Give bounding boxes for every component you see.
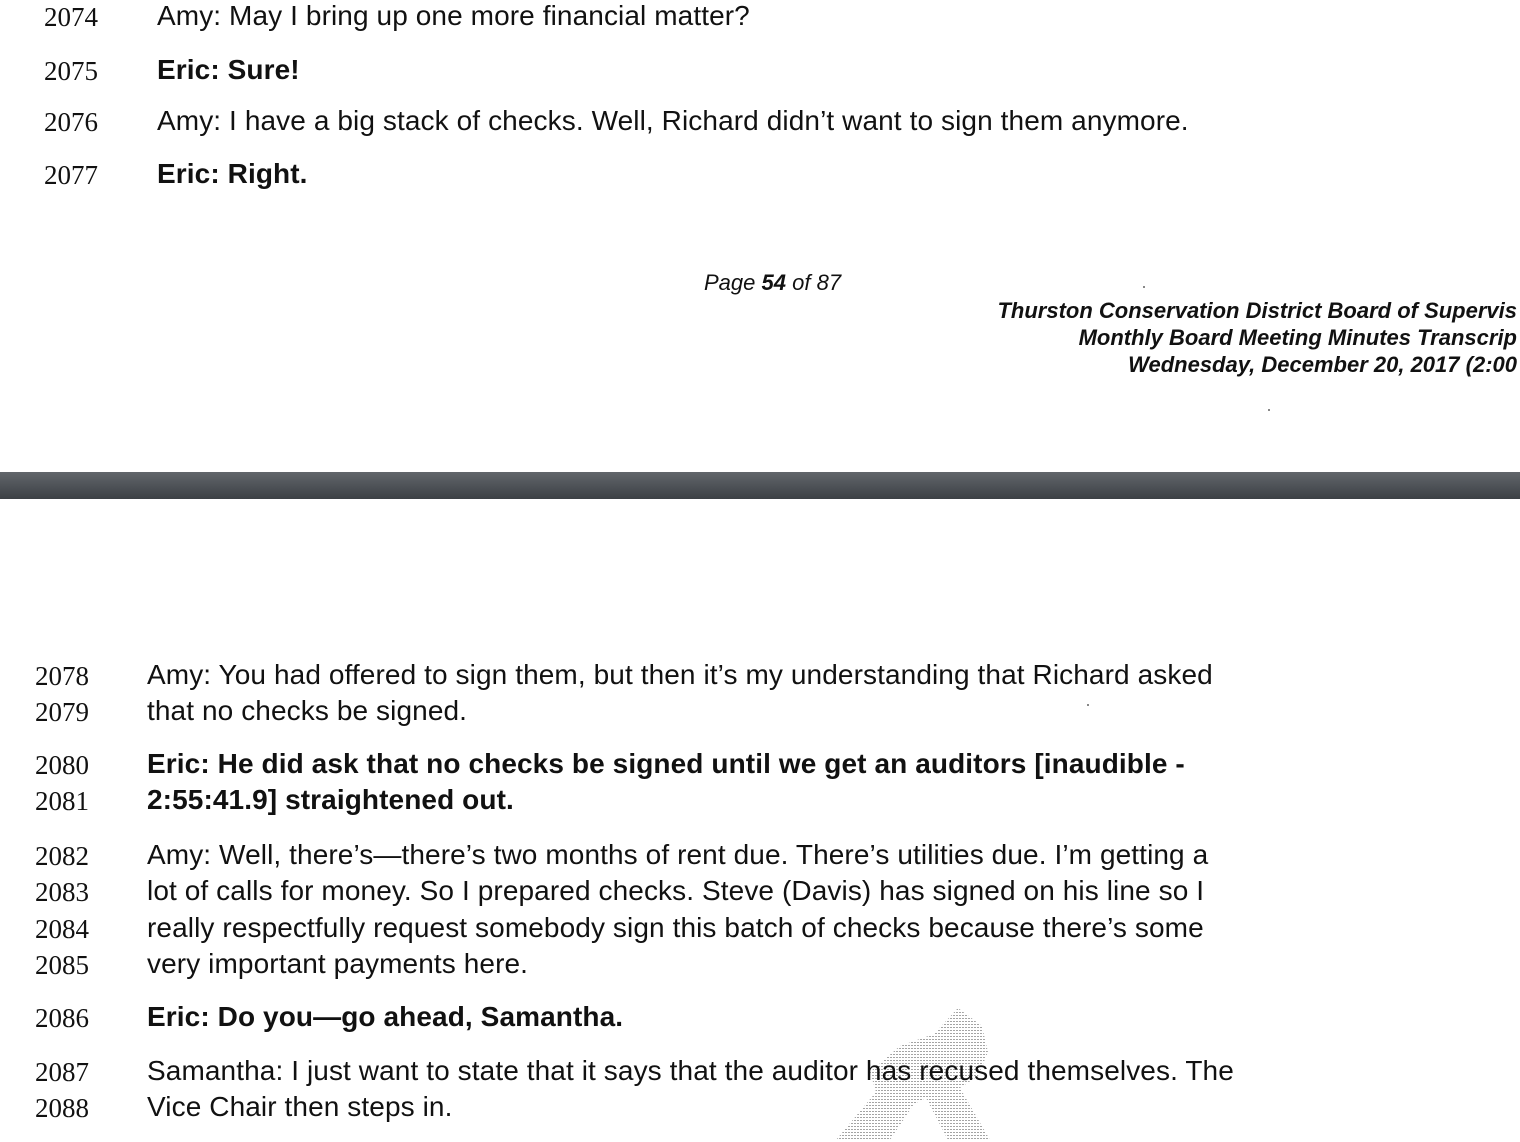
document-title-line: Monthly Board Meeting Minutes Transcrip bbox=[1078, 325, 1517, 350]
line-text: Samantha: I just want to state that it says that the auditor has recused themselves. The bbox=[147, 1055, 1234, 1086]
page-number bbox=[704, 270, 841, 296]
line-text: very important payments here. bbox=[147, 948, 529, 979]
line-text: Eric: Right. bbox=[157, 158, 308, 189]
line-text: 2:55:41.9] straightened out. bbox=[147, 784, 514, 815]
document-header bbox=[997, 297, 1517, 378]
page-middle: of bbox=[792, 270, 811, 295]
organization-line: Thurston Conservation District Board of Supervis bbox=[997, 298, 1517, 323]
line-number: 2081 bbox=[35, 786, 89, 816]
line-number: 2078 bbox=[35, 661, 89, 691]
line-number: 2082 bbox=[35, 841, 89, 871]
line-text: that no checks be signed. bbox=[147, 695, 468, 726]
line-text: Amy: May I bring up one more financial matter? bbox=[157, 0, 750, 31]
scan-speck bbox=[1143, 286, 1145, 288]
line-number: 2083 bbox=[35, 877, 89, 907]
line-text: Vice Chair then steps in. bbox=[147, 1091, 453, 1122]
page-current: 54 bbox=[761, 270, 786, 295]
document-page-54 bbox=[0, 0, 1520, 472]
page-prefix: Page bbox=[704, 270, 756, 295]
meeting-date-line: Wednesday, December 20, 2017 (2:00 bbox=[1128, 352, 1517, 377]
line-text: lot of calls for money. So I prepared checks. Steve (Davis) has signed on his line so I bbox=[147, 875, 1205, 906]
line-text: Amy: I have a big stack of checks. Well, Richard didn’t want to sign them anymore. bbox=[157, 105, 1189, 136]
line-number: 2084 bbox=[35, 914, 89, 944]
line-number: 2080 bbox=[35, 750, 89, 780]
line-number: 2088 bbox=[35, 1093, 89, 1123]
document-page-55 bbox=[0, 499, 1520, 1142]
line-text: Amy: Well, there’s—there’s two months of rent due. There’s utilities due. I’m getting a bbox=[147, 839, 1209, 870]
scan-speck bbox=[1268, 409, 1270, 411]
line-number: 2074 bbox=[44, 2, 98, 32]
line-number: 2079 bbox=[35, 697, 89, 727]
line-text: Eric: Do you—go ahead, Samantha. bbox=[147, 1001, 624, 1032]
line-text: really respectfully request somebody sign this batch of checks because there’s some bbox=[147, 912, 1204, 943]
line-text: Amy: You had offered to sign them, but then it’s my understanding that Richard asked bbox=[147, 659, 1213, 690]
line-number: 2077 bbox=[44, 160, 98, 190]
line-number: 2076 bbox=[44, 107, 98, 137]
line-number: 2087 bbox=[35, 1057, 89, 1087]
page-separator bbox=[0, 472, 1520, 499]
line-number: 2085 bbox=[35, 950, 89, 980]
line-text: Eric: He did ask that no checks be signed until we get an auditors [inaudible - bbox=[147, 748, 1185, 779]
line-number: 2086 bbox=[35, 1003, 89, 1033]
line-text: Eric: Sure! bbox=[157, 54, 300, 85]
line-number: 2075 bbox=[44, 56, 98, 86]
page-total: 87 bbox=[816, 270, 842, 295]
scan-speck bbox=[1087, 704, 1089, 706]
